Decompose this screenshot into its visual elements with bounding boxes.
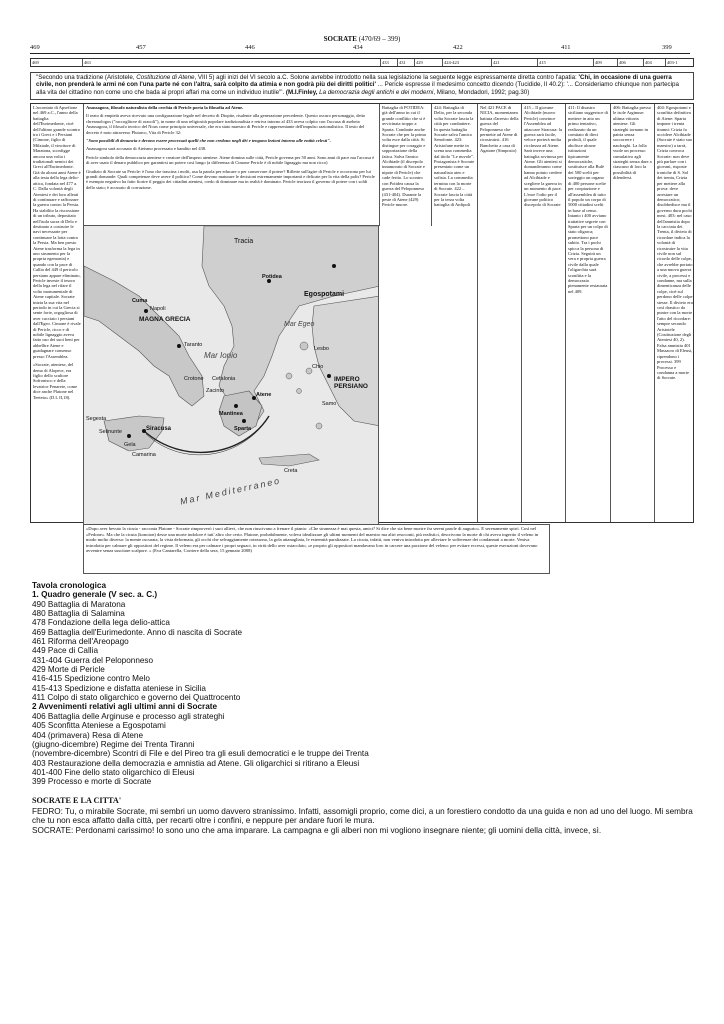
title-name: SOCRATE: [323, 35, 357, 43]
timeline-item: 469 Battaglia dell'Eurimedonte. Anno di nascita di Socrate: [32, 627, 243, 637]
timeline-item: 406 Battaglia delle Arginuse e processo agli strateghi: [32, 711, 225, 721]
quote-text: , VIII 5) agli inizi del VI secolo a.C. Solone avrebbe introdotto nella sua legislazione la seguente legge espressamente diretta contro l'apatia:: [194, 74, 579, 81]
map-city: Chio: [312, 364, 324, 370]
map-label-magna-grecia: MAGNA GRECIA: [139, 316, 191, 323]
ruler-cell: 403-1: [667, 60, 678, 65]
timeline-item: 431-404 Guerra del Peloponneso: [32, 655, 154, 665]
map-city: Samo: [322, 401, 337, 407]
column-text: Anassagora sarà accusato di Ateismo processato e bandito nel 438.: [86, 146, 207, 152]
axis-label: 446: [245, 44, 255, 51]
ruler-cell: 424-423: [443, 59, 492, 66]
map-city: Lesbo: [314, 346, 329, 352]
map-city: Atene: [256, 392, 272, 398]
page-title: [0, 35, 724, 43]
ruler-cell: 406: [618, 59, 644, 66]
map-city: Gela: [124, 442, 136, 448]
map-city: Cefalonia: [212, 376, 236, 382]
timeline-item: 449 Pace di Callia: [32, 646, 98, 656]
timeline-item: 461 Riforma dell'Areopago: [32, 637, 129, 647]
dialogue-line: FEDRO: Tu, o mirabile Socrate, mi sembri un uomo davvero stranissimo. Infatti, assomigli proprio, come dici, a un forestiero condotto da una guida e non ad uno del luogo. Mi sembra che tu non esca affatto dalla città, per recarti oltre i confini, e neppure per andare fuori le mura.: [32, 806, 693, 826]
column-text: 424: Battaglia di Delio, per la seconda volta Socrate lascia la città per combattere. In questa battaglia Socrate salva l'amico Senofonte. 423: Aristofane mette in scena una commedia dal titolo "Le nuvole". Protagonista è Socrate presentato come un naturalista ateo e sofista. La commedia termina con la morte di Socrate. 422 – Socrate lascia la città per la terza volta battaglia di Anfipoli: [434, 105, 475, 208]
column-text: Battaglia di POTIDEA: già dell'anno in cui il grande conflitto che si è avvicinata troppo a Sparta. Combatte anche Socrate che per la prima volta esce dalla città. Si distingue per coraggio e sopportazione della fatica. Salva l'amico Alcibiade (il discepolo innamorato di Socrate e nipote di Pericle) che cade ferito. Lo scontro con Potidea causa la guerra del Peloponneso (431-404). Durante la peste di Atene (429) Pericle muore.: [382, 105, 426, 208]
axis-label: 434: [353, 44, 363, 51]
timeline-item: 401-400 Fine dello stato oligarchico di Eleusi: [32, 767, 195, 777]
map-city: Siracusa: [146, 426, 172, 432]
quote-author: (M.I.Finley,: [285, 88, 320, 96]
column-469: [31, 104, 84, 522]
column-text: 404: Egospotami e sconfitta definitiva di Atene: Sparta impone i trenta tiranni: Crizia fa uccidere Alcibiade (Socrate è stato suo maestro) a tarrà, Crizia convoca Socrate: non deve più parlare con i giovani, risposte ironiche di S. Sol dei trenta, Crizia per mettere alla prova: deve arrestare un democratico; disobbedisce ma il governo dura pochi mesi. 403: nel caso dell'amnistia dopo la cacciata dei Trenta, il divieto di ricordare indica la volontà di ricostruire la vita civile non sul ricordo delle colpe, che avrebbe portato a una nuova guerra civile, a processi e condanne, ma sulla dimenticanza delle colpe, cioè sul perdono delle colpe stesse. Il divieto era così drastico da punire con la morte l'atto del ricordare: sempre secondo Aristotele (Costituzione degli Ateniesi 40, 2). Falsa amnistia 401 Massacro di Eleusi, riprendono i processi. 399 Processo e condanna a morte di Socrate.: [657, 105, 693, 381]
map-city: Zacinto: [206, 388, 225, 394]
map-city: Mantinea: [219, 411, 243, 417]
column-424: [432, 104, 478, 522]
timeline-item: (novembre-dicembre) Scontri di File e del Pireo tra gli esuli democratici e le truppe dei Trenta: [32, 749, 369, 759]
column-text: «Socrate, ateniese, del demo di Alopece, era figlio dello scultore Sofronisco e della levatrice Fenarete, come dice anche Platone nel Teeteto» (D.L II,18).: [33, 362, 78, 400]
map-city: Taranto: [184, 342, 203, 348]
map-city: Cuma: [132, 298, 148, 304]
timeline-item: 405 Sconfitta Ateniese a Egospotami: [32, 721, 166, 731]
column-text: Il reato di empietà aveva ricevuto una configurazione legale nel decreto di Diopite, risalente alla generazione precedente. Questo oscuro personaggio, detto chresmologos ("raccoglitore di oracoli"), in nome di una religiosità popolare tradizionalista e retriva intorno al 433 aveva colpito con l'accusa di asebeia Anassagora, il filosofo teorico del Nous come principio universale, che era stato maestro di Pericle e rappresentante dell'impulso razionalistico. Il testo del decreto è noto attraverso Plutarco, Vita di Pericle 32:: [86, 113, 366, 135]
ruler-cell: 431: [398, 59, 415, 66]
timeline-item: 404 (primavera) Resa di Atene: [32, 730, 144, 740]
column-text: 406: Battaglia presso le isole Arginuse: ultima vittoria ateniese. Gli strateghi tornano in patria senza soccorrere i naufraghi. La folla vuole un processo cumulativo agli strateghi senza dare a ciascuno di loro la possibilità di difendersi.: [613, 105, 652, 181]
greece-map: [83, 225, 379, 525]
map-city: Crotone: [184, 376, 204, 382]
socrate-citta-section: [32, 796, 707, 835]
map-label-mar-egeo: Mar Egeo: [284, 321, 315, 328]
map-label-mar-ionio: Mar Ionio: [204, 351, 238, 360]
column-text: Nel 421 PACE di NICIA, momentanea battuta d'arresto della guerra del Peloponneso che permette ad Atene di ricostruirsi. 416 Banchetto a casa di Agatone (Simposio): [480, 105, 519, 154]
timeline-item: 480 Battaglia di Salamina: [32, 609, 125, 619]
axis-label: 399: [662, 44, 672, 51]
title-dates: (470/69 – 399): [358, 35, 401, 43]
map-city: Potidea: [262, 274, 282, 280]
tavola-cronologica: [32, 581, 692, 787]
map-label-tracia: Tracia: [234, 238, 254, 245]
timeline-subheading: 2 Avvenimenti relativi agli ultimi anni di Socrate: [32, 702, 218, 712]
year-ruler: [30, 58, 694, 67]
map-label-egospotami: Egospotami: [304, 291, 345, 298]
column-text: 411: Il disastro siciliano suggerisce di mettere in atto un primo tentativo, realizzato da un comitato di dieci probuli, il quale abolisce alcune istituzioni tipicamente democratiche, sostituisce alla Bulè dei 500 scelti per sorteggio un organo di 400 persone scelte per cooptazione e all'assemblea di tutto il popolo un corpo di 5000 cittadini scelti in base al censo. Intanto i 400 avviano trattative segrete con Sparta per un colpo di stato oligarca; promettono pace subito. Tra i pochi spicca la persona di Crizia. Seguirà un vera e propria guerra civile dalla quale l'oligarchia sarà sconfitta e la democrazia pienamente restaurata nel 409.: [568, 105, 608, 294]
timeline-axis: [30, 44, 690, 54]
column-411: [566, 104, 611, 522]
column-421: [478, 104, 522, 522]
column-text: "Sono passibili di denuncia e devono essere processati quelli che non credono negli dèi e tengono lezioni intorno alle entità celesti".: [86, 138, 331, 144]
quote-source-title: Costituzione di Atene: [136, 74, 195, 81]
column-text: 415 – Il giovane Alcibiade (nuovo Pericle) convince l'Assemblea ad attaccare Siracusa: la guerra sarà facile, veloce porterà molta ricchezza ad Atene. Sarà invece una battaglia rovinosa per Atene. Gli ateniesi si domanderanno come hanno potuto credere ad Alcibiade e scegliere la guerra in un momento di pace. L'eroe l'odio per il giovane politico discepolo di Socrate: [524, 105, 563, 208]
axis-label: 422: [453, 44, 463, 51]
map-city: Selinunte: [99, 429, 122, 435]
timeline-item: 416-415 Spedizione contro Melo: [32, 674, 150, 684]
ruler-cell: 429: [415, 59, 443, 66]
timeline-item: 403 Restaurazione della democrazia e amnistia ad Atene. Gli oligarchici si ritirano a Eleusi: [32, 758, 360, 768]
column-text: L'arcontato di Apsefione nel 469 a.C., l'anno della battaglia dell'Eurimedonte, cioè dell'ultimo grande scontro tra i Greci e i Persiani (Cimone, figlio di Milziade, il vincitore di Maratona, sconfigge ancora una volta i tradizionali nemici dei Greci all'Eurimedonte. Già da alcuni anni Atene è alla testa della lega delio-attica, fondata nel 477 a. C. Dalla volontà degli Ateniesi e dei loro alleati di continuare e rafforzare la guerra contro la Persia. Ha stabilito la riscossione di un tributo, depositato nell'isola sacra di Delo e destinato a costruire le navi necessarie per continuare la lotta contro la Persia. Ma ben presto Atene trasforma la lega in uno strumento per la propria egemonia) e quando con la pace di Callia del 449 il pericolo persiano appare eliminato, Pericle investe il tesoro della lega nel rifare il volto monumentale di Atene capitale. Socrate inizia la sua vita nel periodo in cui la Grecia si sente forte, orgogliosa di aver cacciato i persiani dall'Egeo. Cimone è rivale di Pericle, ricco e di nobile lignaggio aveva fatto uso dei suoi beni per abbellire Atene e guadagnare consenso presso l'Assemblea.: [33, 105, 81, 359]
ruler-cell: 433: [381, 59, 398, 66]
timeline-heading: Tavola cronologica: [32, 581, 107, 590]
section-heading: SOCRATE E LA CITTA': [32, 796, 122, 805]
cicuta-note: «Dopo aver bevuto la cicuta - racconta Platone - Socrate rimproverò i suoi allievi, che non riuscivano a frenare il pianto: «Che stranezza è mai questa, amici? Si dice che sia bene morire fra sereni parole di augurio». E serenamente spirò. Così nel «Fedone». Ma che la cicuta (konoion) desse una morte indolore è tutt' altro che certo. Platone, probabilmente, voleva idealizzare gli ultimi momenti del maestro ma altri resoconti, più realistici, descrivono la morte di chi aveva ingerito il veleno in modo molto diverso: la mente oscurata, la vista deformata, gli occhi che selvaggiamente rotearono, la gola attanagliata, le estremità paralizzate. La cicuta, infatti, non veniva introdotta per alleviare le sofferenze dei condannati a morte. Veniva introdotta per calmare gli oppositori del regime. Il veleno era per calmare i propri seguaci, in virtù dello aver ostacolato, «e proprio gli oppositori mandavano loro in carcere una porzione del veleno: per evitare eccessi, queste esecuzioni dovevano avvenire senza suscitare scalpore. » (Eva Cantarella, Corriere della sera, 15 gennaio 2008): [83, 524, 550, 574]
map-city: Camarina: [132, 452, 156, 458]
axis-label: 469: [30, 44, 40, 51]
timeline-item: 411 Colpo di stato oligarchico e governo dei Quattrocento: [32, 693, 241, 703]
ruler-cell: 463: [83, 59, 381, 66]
timeline-subheading: 1. Quadro generale (V sec. a. C.): [32, 590, 158, 600]
column-433: [380, 104, 432, 226]
ruler-cell: 404: [644, 59, 666, 66]
map-city: Sparta: [234, 426, 252, 432]
map-city: Napoli: [150, 306, 166, 312]
column-463: [84, 104, 380, 226]
ruler-cell: 415: [538, 59, 594, 66]
ruler-cell: 409: [594, 59, 618, 66]
timeline-item: 399 Processo e morte di Socrate: [32, 777, 152, 787]
timeline-item: 415-413 Spedizione e disfatta ateniese in Sicilia: [32, 683, 206, 693]
column-415: [522, 104, 566, 522]
axis-label: 457: [136, 44, 146, 51]
quote-publisher: , Milano, Mondadori, 1992; pag.30): [433, 88, 530, 96]
quote-text: "Secondo una tradizione (Aristotele,: [36, 74, 137, 81]
ruler-cell: 469: [31, 59, 83, 66]
column-text: Giudizio di Socrate su Pericle: è l'uno che trascina i molti, usa la parola per educare o per conservare il potere? Riflette sull'agire di Pericle e occorrono per lui grandi domande: Quali competenze deve avere il politico? Come devono maturare le decisioni estremamente importanti e delicate per la vita della polis? Pericle è esempio negativo ha fatto fiorire il peggio dei cittadini ateniesi, credo di dominare ma in realtà è dominato. Pericle teorizza il governo di potere con i soldi dello stato; è accusato di corruzione.: [86, 168, 375, 190]
map-label-impero-persiano: IMPERO PERSIANO: [334, 376, 368, 390]
axis-line: [30, 53, 690, 54]
axis-label: 411: [561, 44, 571, 51]
map-city: Creta: [284, 468, 298, 474]
timeline-item: 478 Fondazione della lega delio-attica: [32, 618, 170, 628]
timeline-item: 490 Battaglia di Maratona: [32, 599, 126, 609]
quote-book-title: La democrazia degli antichi e dei moderni: [319, 88, 434, 96]
timeline-item: (giugno-dicembre) Regime dei Trenta Tiranni: [32, 739, 195, 749]
column-404: [655, 104, 695, 522]
column-text: Pericle simbolo della democrazia ateniese e creatore dell'impero ateniese. Atene domina sulle città, Pericle governa per 50 anni. Sono anni di pace ma l'accusa è di aver usato il denaro pubblico per garantirsi un potere così lungo (a differenza di Cimone Pericle è di nobile lignaggio ma non ricco): [86, 154, 375, 166]
quote-law: 'Chi, in occasione di una guerra civile, non prenderà le armi né con l'una parte né con l'altra, sarà colpito da atimia e non godrà più dei diritti politici': [36, 74, 672, 89]
column-406: [611, 104, 655, 522]
finley-quote: [30, 72, 694, 100]
map-city: Segesta: [86, 416, 107, 422]
map-label-mar-mediterraneo: Mar Mediterraneo: [179, 475, 282, 507]
ruler-cell: 421: [492, 59, 538, 66]
quote-text: ... Pericle espresse il medesimo concetto dicendo (Tucidide, II 40.2): '... Consideriamo chiunque non partecipa alla vita del cittadino non come uno che bada ai propri affari ma come un individuo inutile'".: [36, 81, 679, 96]
timeline-item: 429 Morte di Pericle: [32, 665, 105, 675]
column-text: Anassagora, filosofo naturalista della cerchia di Pericle porta la filosofia ad Atene.: [86, 105, 244, 110]
dialogue-line: SOCRATE: Perdonami carissimo! Io sono uno che ama imparare. La campagna e gli alberi non mi vogliono insegnare niente; gli uomini della città, invece, sì.: [32, 825, 602, 835]
